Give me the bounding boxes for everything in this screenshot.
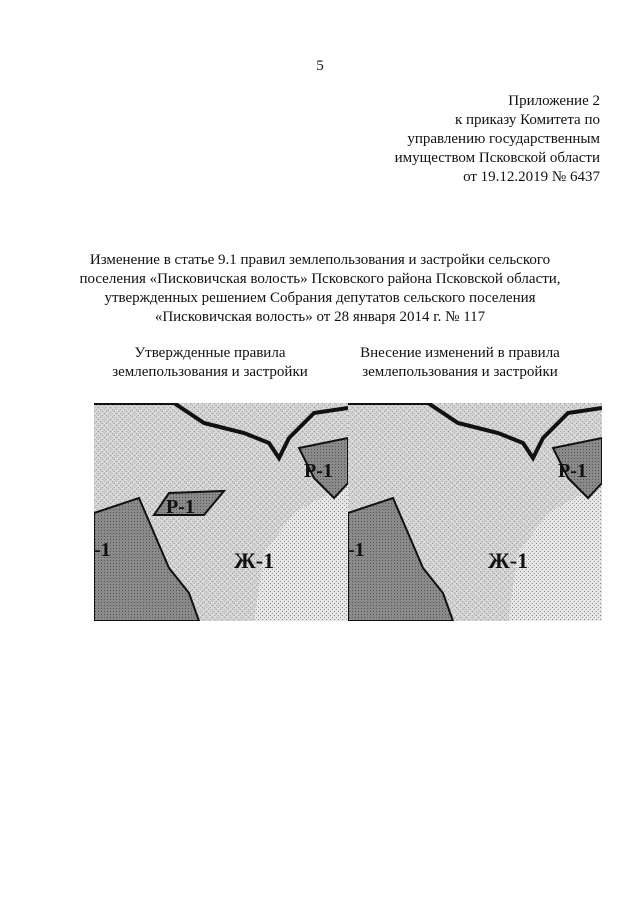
zone-label-edge: -1	[348, 539, 365, 561]
approved-map-svg	[94, 403, 348, 621]
zone-label-zh1: Ж-1	[488, 548, 529, 573]
right-column-heading	[340, 344, 580, 382]
zone-label-r1-mid: Р-1	[166, 496, 195, 518]
appendix-line: от 19.12.2019 № 6437	[463, 169, 600, 185]
document-title	[70, 251, 570, 327]
left-column-heading	[90, 344, 330, 382]
appendix-line: имуществом Псковской области	[394, 150, 600, 166]
title-line: Изменение в статье 9.1 правил землепользования и застройки сельского	[89, 252, 551, 268]
zone-label-r1-top: Р-1	[304, 460, 333, 482]
zone-label-zh1: Ж-1	[234, 548, 275, 573]
title-line: «Писковичская волость» от 28 января 2014 г. № 117	[154, 309, 486, 325]
appendix-header	[395, 92, 600, 187]
appendix-line: управлению государственным	[407, 131, 600, 147]
zone-label-r1-top: Р-1	[558, 460, 587, 482]
title-line: поселения «Писковичская волость» Псковского района Псковской области,	[79, 271, 561, 287]
zone-label-edge: -1	[94, 539, 111, 561]
appendix-line: к приказу Комитета по	[454, 112, 600, 128]
amended-rules-map	[348, 403, 602, 621]
page-number: 5	[316, 58, 324, 74]
approved-rules-map	[94, 403, 348, 621]
right-heading-line: землепользования и застройки	[362, 364, 558, 380]
left-heading-line: землепользования и застройки	[112, 364, 308, 380]
appendix-line: Приложение 2	[508, 93, 600, 109]
left-heading-line: Утвержденные правила	[134, 345, 286, 361]
title-line: утвержденных решением Собрания депутатов сельского поселения	[104, 290, 536, 306]
right-heading-line: Внесение изменений в правила	[360, 345, 560, 361]
amended-map-svg	[348, 403, 602, 621]
